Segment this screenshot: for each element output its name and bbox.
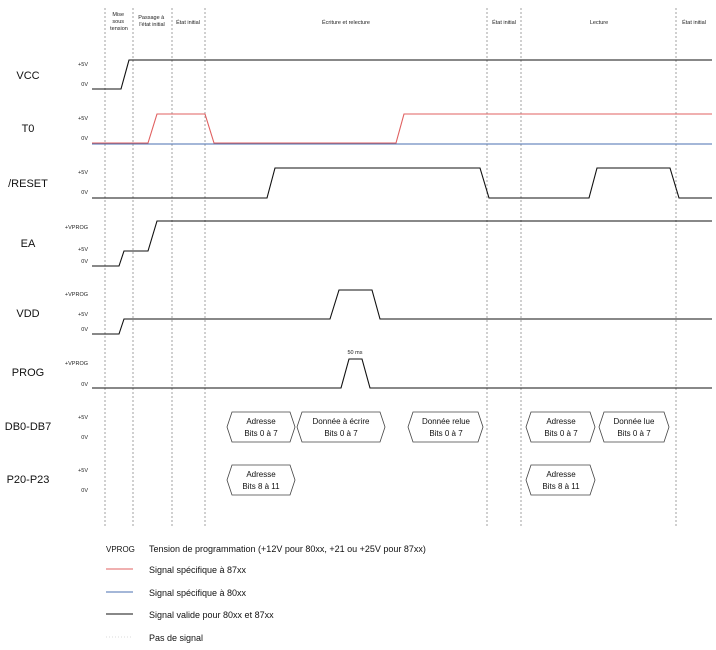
signal-name-reset: /RESET bbox=[8, 178, 48, 190]
p2-segment-address-read bbox=[526, 465, 595, 495]
ea-waveform bbox=[92, 221, 712, 266]
prog-waveform bbox=[92, 359, 712, 388]
phase-label-initial-2: État initial bbox=[492, 20, 516, 26]
p2-segment-address-write-line2: Bits 8 à 11 bbox=[242, 482, 280, 491]
phase-to-initial-line1: Passage à bbox=[138, 15, 165, 21]
level-labels bbox=[65, 62, 88, 494]
legend-item-vprog bbox=[106, 544, 426, 554]
db-segment-address-read bbox=[526, 412, 595, 442]
prog-pulse-duration: 50 ms bbox=[347, 350, 363, 356]
db-segment-data-write-line2: Bits 0 à 7 bbox=[324, 429, 358, 438]
db-segment-data-write bbox=[297, 412, 385, 442]
legend-no-signal-text: Pas de signal bbox=[149, 633, 204, 643]
p2-segment-address-write-line1: Adresse bbox=[246, 470, 276, 479]
db-segment-data-read bbox=[599, 412, 669, 442]
vdd-waveform bbox=[92, 290, 712, 334]
phase-label-write-read: Écriture et relecture bbox=[322, 20, 370, 26]
db-segment-address-read-line1: Adresse bbox=[546, 417, 576, 426]
db-level-5v: +5V bbox=[78, 415, 88, 421]
legend-item-common bbox=[106, 610, 274, 620]
phase-headers bbox=[110, 12, 706, 32]
legend-item-no-signal bbox=[106, 633, 203, 643]
phase-grid bbox=[105, 8, 676, 528]
ea-level-vprog: +VPROG bbox=[64, 225, 88, 231]
p2-level-0v: 0V bbox=[81, 488, 88, 494]
signal-name-p2: P20-P23 bbox=[6, 474, 50, 486]
db-segment-data-reread-line2: Bits 0 à 7 bbox=[429, 429, 463, 438]
legend-80xx-text: Signal spécifique à 80xx bbox=[149, 588, 247, 598]
phase-power-on-line1: Mise bbox=[112, 12, 125, 18]
db-bus-segments bbox=[227, 412, 669, 442]
p2-segment-address-write bbox=[227, 465, 295, 495]
phase-label-read: Lecture bbox=[589, 20, 609, 26]
db-segment-address-write-line1: Adresse bbox=[246, 417, 276, 426]
phase-power-on-line2: sous bbox=[112, 19, 125, 25]
signal-name-vdd: VDD bbox=[16, 308, 40, 320]
ea-level-5v: +5V bbox=[78, 247, 88, 253]
p2-level-5v: +5V bbox=[78, 468, 88, 474]
reset-level-0v: 0V bbox=[81, 190, 88, 196]
db-segment-data-read-line2: Bits 0 à 7 bbox=[617, 429, 651, 438]
signal-names bbox=[5, 70, 51, 486]
vcc-waveform bbox=[92, 60, 712, 89]
signal-name-t0: T0 bbox=[21, 123, 35, 135]
t0-waveform-87xx bbox=[92, 114, 712, 143]
prog-level-vprog: +VPROG bbox=[64, 361, 88, 367]
db-segment-data-read-line1: Donnée lue bbox=[613, 417, 655, 426]
phase-label-initial-1: État initial bbox=[176, 20, 200, 26]
phase-power-on-line3: tension bbox=[110, 26, 128, 32]
legend-item-87xx bbox=[106, 565, 247, 575]
signal-name-db: DB0-DB7 bbox=[4, 421, 52, 433]
phase-to-initial-line2: l'état initial bbox=[139, 22, 165, 28]
legend-87xx-text: Signal spécifique à 87xx bbox=[149, 565, 247, 575]
legend-item-80xx bbox=[106, 588, 247, 598]
p2-segment-address-read-line1: Adresse bbox=[546, 470, 576, 479]
t0-level-0v: 0V bbox=[81, 136, 88, 142]
phase-label-power-on bbox=[110, 12, 128, 32]
reset-level-5v: +5V bbox=[78, 170, 88, 176]
vcc-level-5v: +5V bbox=[78, 62, 88, 68]
db-segment-address-write bbox=[227, 412, 295, 442]
vcc-level-0v: 0V bbox=[81, 82, 88, 88]
db-segment-address-read-line2: Bits 0 à 7 bbox=[544, 429, 578, 438]
db-level-0v: 0V bbox=[81, 435, 88, 441]
db-segment-data-write-line1: Donnée à écrire bbox=[312, 417, 370, 426]
db-segment-data-reread bbox=[408, 412, 483, 442]
phase-label-to-initial bbox=[138, 15, 166, 28]
phase-label-initial-3: État initial bbox=[682, 20, 706, 26]
legend-vprog-key: VPROG bbox=[106, 545, 135, 554]
t0-level-5v: +5V bbox=[78, 116, 88, 122]
legend-common-text: Signal valide pour 80xx et 87xx bbox=[149, 610, 274, 620]
p2-segment-address-read-line2: Bits 8 à 11 bbox=[542, 482, 580, 491]
ea-level-0v: 0V bbox=[81, 259, 88, 265]
legend-vprog-text: Tension de programmation (+12V pour 80xx, +21 ou +25V pour 87xx) bbox=[149, 544, 426, 554]
vdd-level-5v: +5V bbox=[78, 312, 88, 318]
signal-name-vcc: VCC bbox=[16, 70, 40, 82]
vdd-level-vprog: +VPROG bbox=[64, 292, 88, 298]
prog-level-0v: 0V bbox=[81, 382, 88, 388]
reset-waveform bbox=[92, 168, 712, 198]
db-segment-address-write-line2: Bits 0 à 7 bbox=[244, 429, 278, 438]
waveforms bbox=[92, 60, 712, 388]
signal-name-ea: EA bbox=[20, 238, 36, 250]
db-segment-data-reread-line1: Donnée relue bbox=[421, 417, 471, 426]
signal-name-prog: PROG bbox=[11, 367, 45, 379]
vdd-level-0v: 0V bbox=[81, 327, 88, 333]
p2-bus-segments bbox=[227, 465, 595, 495]
legend bbox=[106, 544, 426, 643]
